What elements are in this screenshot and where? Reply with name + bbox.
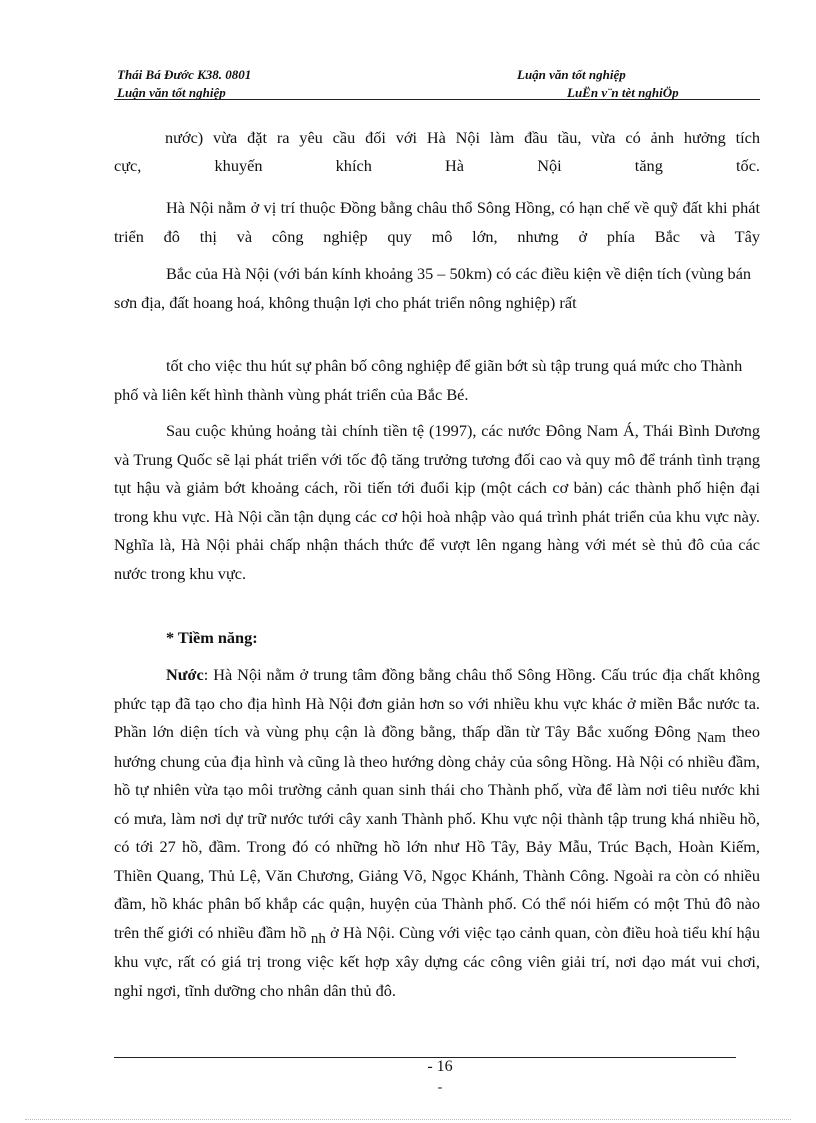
- paragraph-6-part-c: ở Hà Nội. Cùng với việc tạo cảnh quan, còn điều hoà tiểu khí hậu khu vực, rất có giá trị trong việc kết hợp xây dựng các công viên giải trí, nơi dạo mát vui chơi, nghỉ ngơi, tĩnh dưỡng cho nhân dân thủ đô.: [114, 922, 761, 1000]
- header-title: Luận văn tốt nghiệp: [517, 67, 626, 82]
- header-title-secondary: Luận văn tốt nghiệp: [117, 85, 226, 100]
- header-title-encoded: LuËn v¨n tèt nghiÖp: [567, 85, 679, 100]
- paragraph-6: [114, 661, 760, 1005]
- paragraph-2: Hà Nội nằm ở vị trí thuộc Đồng bằng châu thổ Sông Hồng, có hạn chế về quỹ đất khi phát triển đô thị và công nghiệp quy mô lớn, nhưng ở phía Bắc và Tây: [114, 198, 760, 246]
- page-break-line: [25, 1119, 791, 1120]
- page-number-dash: -: [437, 1080, 443, 1095]
- paragraph-6-part-a: : Hà Nội nằm ở trung tâm đồng bằng châu thổ Sông Hồng. Cấu trúc địa chất không phức tạp đã tạo cho địa hình Hà Nội đơn giản hơn so với nhiều khu vực khác ở miền Bắc nước ta. Phần lớn diện tích và vùng phụ cận là đồng bằng, thấp dần từ Tây Bắc xuống Đông: [114, 665, 760, 741]
- page-number: - 16: [427, 1058, 453, 1075]
- paragraph-3: Bắc của Hà Nội (với bán kính khoảng 35 – 50km) có các điều kiện về diện tích (vùng bán sơn địa, đất hoang hoá, không thuận lợi cho phát triển nông nghiệp) rất: [114, 264, 752, 312]
- word-nh: nh: [310, 930, 326, 947]
- paragraph-6-part-b: theo hướng chung của địa hình và cũng là theo hướng dòng chảy của sông Hồng. Hà Nội có nhiều đầm, hồ tự nhiên vừa tạo môi trường cảnh quan sinh thái cho Thành phố, vừa để làm nơi tiêu nước khi có mưa, làm nơi dự trữ nước tưới cây xanh Thành phố. Khu vực nội thành tập trung khá nhiều hồ, có tới 27 hồ, đầm. Trong đó có những hồ lớn như Hồ Tây, Bảy Mẫu, Trúc Bạch, Hoàn Kiếm, Thiền Quang, Thủ Lệ, Văn Chương, Giảng Võ, Ngọc Khánh, Thành Công. Ngoài ra còn có nhiều đầm, hồ khác phân bố khắp các quận, huyện của Thành phố. Có thể nói hiếm có một Thủ đô nào trên thế giới có nhiều đầm hồ: [114, 722, 760, 942]
- header-rule: [114, 99, 760, 100]
- header-author: Thái Bá Đước K38. 0801: [117, 67, 252, 82]
- paragraph-4: tốt cho việc thu hút sự phân bố công nghiệp để giãn bớt sù tập trung quá mức cho Thành phố và liên kết hình thành vùng phát triển của Bắc Bé.: [114, 356, 743, 404]
- word-nam: Nam: [696, 730, 726, 746]
- paragraph-5: Sau cuộc khủng hoảng tài chính tiền tệ (1997), các nước Đông Nam Á, Thái Bình Dương và Trung Quốc sẽ lại phát triển với tốc độ tăng trưởng tương đối cao và quy mô để tránh tình trạng tụt hậu và giảm bớt khoảng cách, rồi tiến tới đuổi kịp (một cách cơ bản) các thành phố hiện đại trong khu vực. Hà Nội cần tận dụng các cơ hội hoà nhập vào quá trình phát triển của khu vực này. Nghĩa là, Hà Nội phải chấp nhận thách thức để vượt lên ngang hàng với mét sè thủ đô của các nước trong khu vực.: [114, 421, 760, 583]
- paragraph-1-line-1: nước) vừa đặt ra yêu cầu đối với Hà Nội làm đầu tầu, vừa có ảnh hưởng tích: [165, 128, 760, 147]
- section-heading: * Tiềm năng:: [166, 628, 258, 647]
- paragraph-1-line-2: cực, khuyến khích Hà Nội tăng tốc.: [114, 156, 760, 175]
- term-nuoc: Nước: [166, 665, 204, 684]
